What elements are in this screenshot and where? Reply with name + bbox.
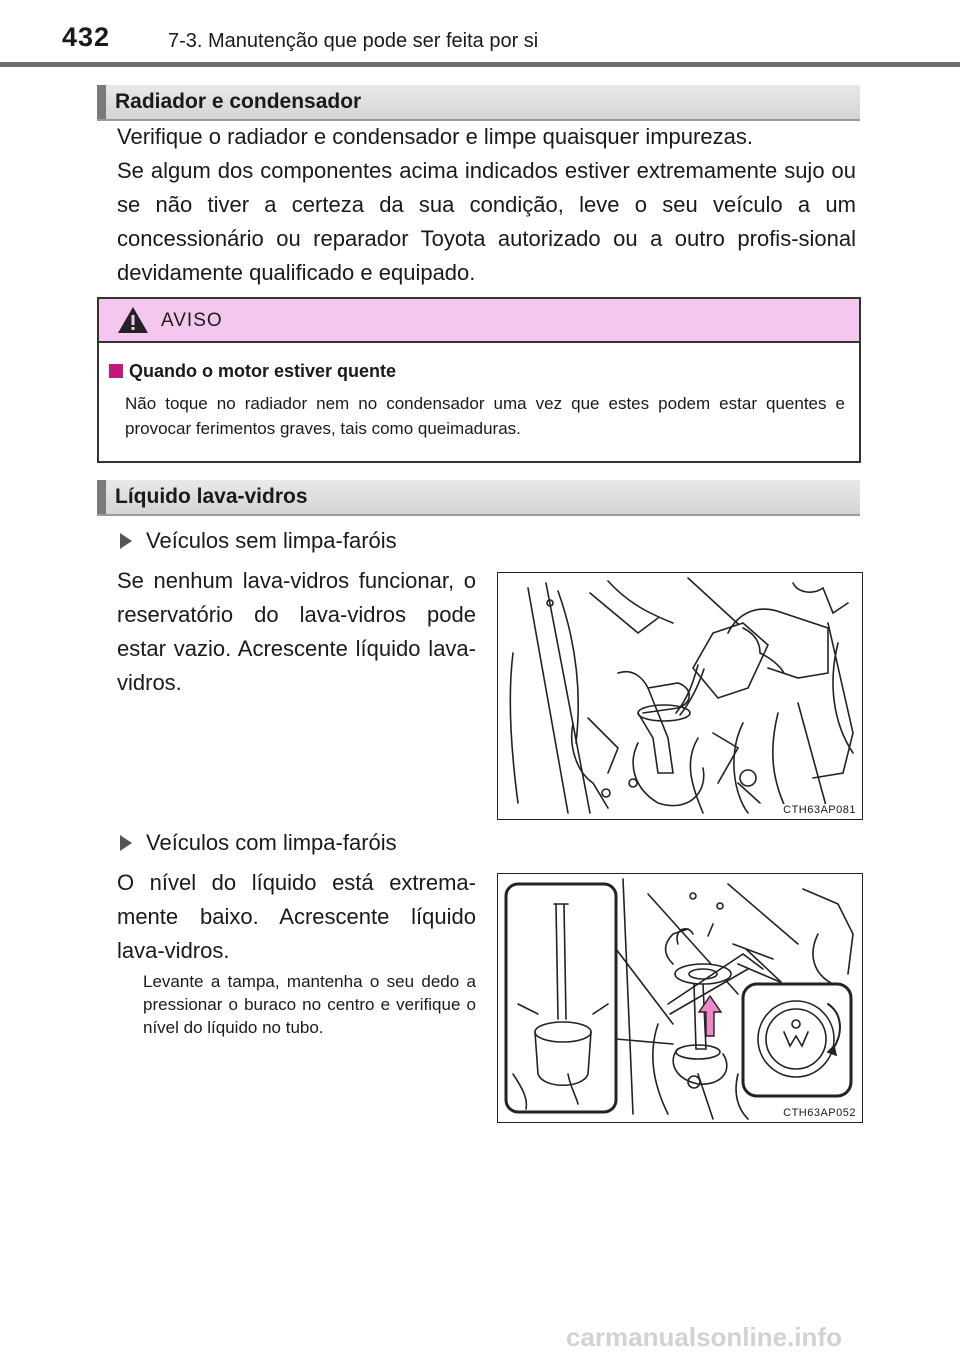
warning-body: Não toque no radiador nem no condensador uma vez que estes podem estar quentes e provocar ferimentos graves, tais como queimaduras. <box>125 394 845 438</box>
figure-level-check <box>497 873 863 1123</box>
radiator-text <box>117 120 856 290</box>
warning-subheading-text: Quando o motor estiver quente <box>129 361 397 381</box>
triangle-bullet-icon <box>120 533 132 549</box>
radiator-paragraph-2: Se algum dos componentes acima indicados estiver extremamente sujo ou se não tiver a certeza da sua condição, leve o seu veículo a um concessionário ou reparador Toyota autorizado ou a outro profis-sional devidamente qualificado e equipado. <box>117 158 856 285</box>
level-check-illustration <box>498 874 862 1122</box>
case-2-heading-text: Veículos com limpa-faróis <box>146 830 397 855</box>
warning-header <box>99 299 859 343</box>
warning-box <box>97 297 861 463</box>
triangle-bullet-icon <box>120 835 132 851</box>
case-2-text: O nível do líquido está extrema-mente baixo. Acrescente líquido lava-vidros. <box>117 870 476 963</box>
funnel-refill-illustration <box>498 573 862 819</box>
case-1-heading <box>120 528 397 554</box>
figure-code-1: CTH63AP081 <box>780 804 856 816</box>
header-rule <box>0 62 960 67</box>
case-1-text: Se nenhum lava-vidros funcionar, o reservatório do lava-vidros pode estar vazio. Acrescente líquido lava-vidros. <box>117 568 476 695</box>
case-2-note: Levante a tampa, mantenha o seu dedo a pressionar o buraco no centro e verifique o nível do líquido no tubo. <box>143 972 476 1037</box>
warning-label: AVISO <box>161 310 223 331</box>
warning-subheading <box>109 361 396 382</box>
case-2-heading <box>120 830 397 856</box>
page-number: 432 <box>62 22 111 52</box>
warning-triangle-icon <box>117 306 149 334</box>
section-bar-accent <box>97 480 106 514</box>
section-title-radiator: Radiador e condensador <box>115 90 362 113</box>
chapter-title: 7-3. Manutenção que pode ser feita por si <box>168 30 539 52</box>
section-bar-washer <box>97 480 860 516</box>
section-bar-radiator <box>97 85 860 121</box>
section-bar-accent <box>97 85 106 119</box>
figure-funnel-refill <box>497 572 863 820</box>
case-1-heading-text: Veículos sem limpa-faróis <box>146 528 397 553</box>
figure-code-2: CTH63AP052 <box>780 1107 856 1119</box>
radiator-paragraph-1: Verifique o radiador e condensador e limpe quaisquer impurezas. <box>117 124 753 149</box>
square-bullet-icon <box>109 364 123 378</box>
watermark: carmanualsonline.info <box>566 1322 842 1352</box>
section-title-washer: Líquido lava-vidros <box>115 485 308 508</box>
